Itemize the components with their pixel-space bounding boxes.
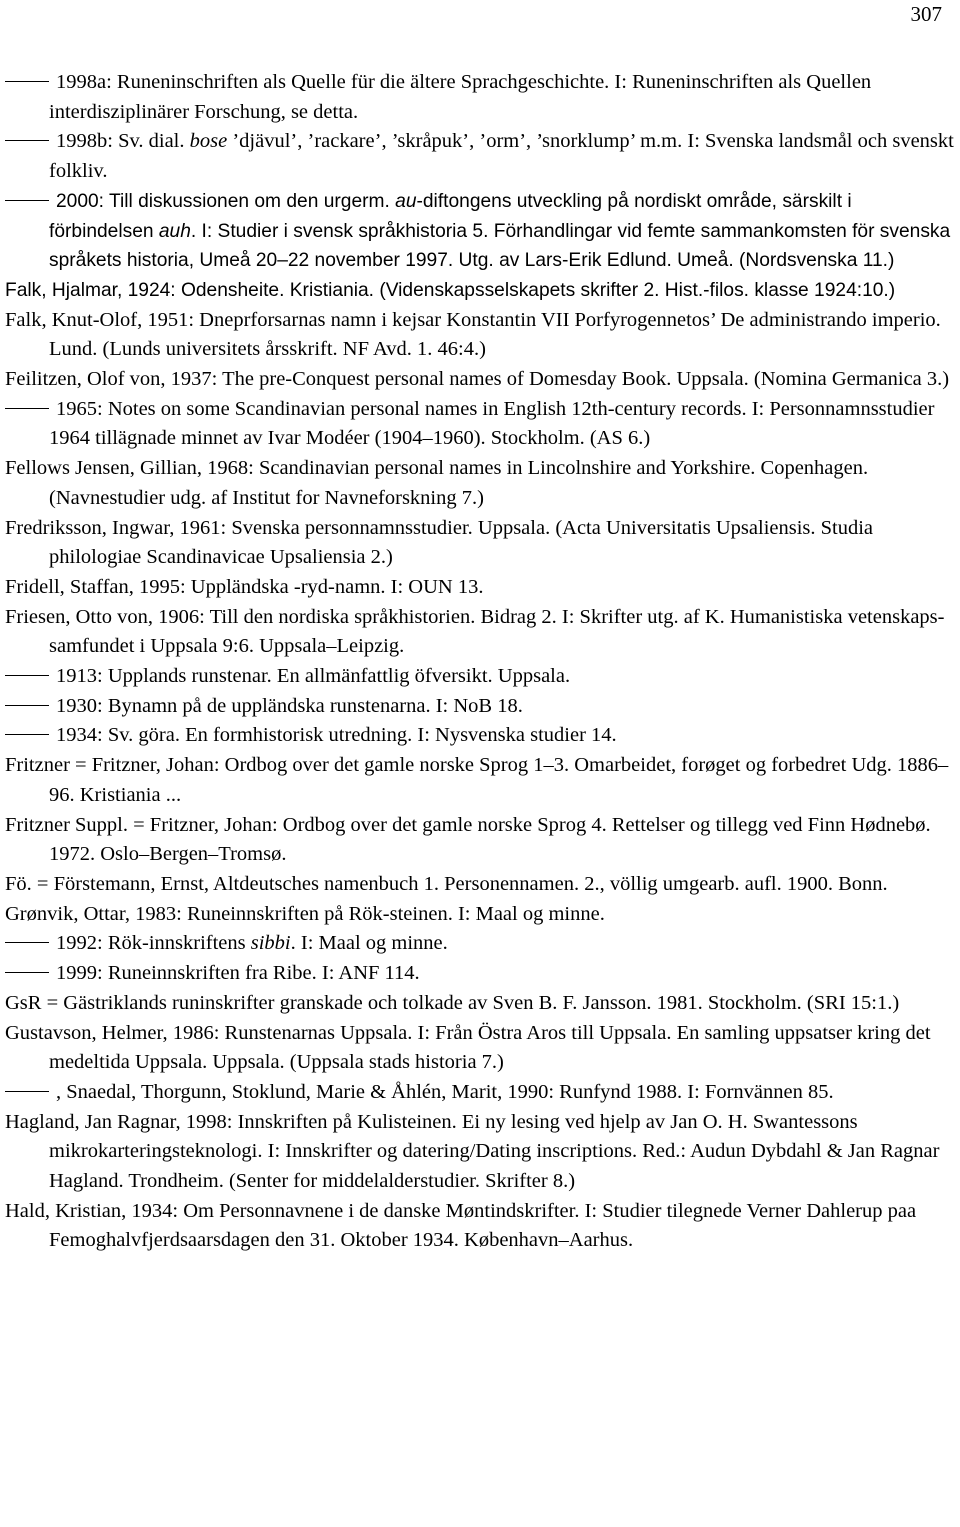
- entry-text: Falk, Hjalmar, 1924: Odensheite. Kristiania. (Videnskapsselskapets skrifter 2. Hist.-filos. klasse 1924:10.): [5, 279, 896, 301]
- entry-text: , Snaedal, Thorgunn, Stoklund, Marie & Åhlén, Marit, 1990: Runfynd 1988. I: Fornvännen 85.: [56, 1080, 834, 1103]
- entry-text: 1934: Sv. göra. En formhistorisk utredning. I: Nysvenska studier 14.: [56, 724, 617, 747]
- ditto-dash: [5, 675, 49, 676]
- bibliography-entry: [5, 68, 955, 127]
- bibliography-entry: [5, 127, 955, 186]
- bibliography-entry: [5, 959, 955, 989]
- entry-text: Fredriksson, Ingwar, 1961: Svenska personnamnsstudier. Uppsala. (Acta Universitatis Upsaliensis. Studia philologiae Scandinavicae Upsaliensia 2.): [5, 516, 874, 569]
- entry-text: GsR = Gästriklands runinskrifter granskade och tolkade av Sven B. F. Jansson. 1981. Stockholm. (SRI 15:1.): [5, 991, 900, 1014]
- entry-text: 1913: Upplands runstenar. En allmänfattlig öfversikt. Uppsala.: [56, 665, 571, 688]
- entry-text: Hagland, Jan Ragnar, 1998: Innskriften på Kulisteinen. Ei ny lesing ved hjelp av Jan O. H. Swantessons mikrokarteringsteknologi. I: Innskrifter og datering/Dating inscriptions. Red.: Audun Dybdahl & Jan Ragnar Hagland. Trondheim. (Senter for middelalderstudier. Skrifter 8.): [5, 1110, 940, 1193]
- ditto-dash: [5, 81, 49, 82]
- entry-text: Fellows Jensen, Gillian, 1968: Scandinavian personal names in Lincolnshire and Yorkshire. Copenhagen. (Navnestudier udg. af Institut for Navneforskning 7.): [5, 457, 869, 509]
- entry-text: 1998a: Runeninschriften als Quelle für die ältere Sprachgeschichte. I: Runeninschriften als Quellen interdisziplinärer Forschung, se detta.: [49, 71, 872, 123]
- entry-text: 1999: Runeinnskriften fra Ribe. I: ANF 114.: [56, 962, 420, 985]
- ditto-dash: [5, 200, 49, 201]
- bibliography-entry: [5, 603, 955, 662]
- entry-text: 1965: Notes on some Scandinavian personal names in English 12th-century records. I: Personnamnsstudier 1964 tillägnade minnet av Ivar Modéer (1904–1960). Stockholm. (AS 6.): [49, 397, 935, 450]
- bibliography-entry: [5, 662, 955, 692]
- ditto-dash: [5, 705, 49, 706]
- bibliography-entry: [5, 306, 955, 365]
- italic-text: auh: [158, 220, 191, 242]
- entry-text: Feilitzen, Olof von, 1937: The pre-Conquest personal names of Domesday Book. Uppsala. (Nomina Germanica 3.): [5, 368, 950, 391]
- bibliography-entry: [5, 395, 955, 454]
- entry-text: 1992: Rök-innskriftens: [56, 932, 251, 955]
- entry-text: Grønvik, Ottar, 1983: Runeinnskriften på Rök-steinen. I: Maal og minne.: [5, 902, 605, 925]
- ditto-dash: [5, 734, 49, 735]
- page-number: 307: [910, 2, 942, 26]
- bibliography-entry: [5, 989, 955, 1019]
- bibliography-list: [5, 68, 955, 1256]
- bibliography-entry: [5, 454, 955, 513]
- entry-text: 2000: Till diskussionen om den urgerm.: [56, 190, 396, 212]
- entry-text: 1998b: Sv. dial.: [56, 130, 190, 153]
- bibliography-entry: [5, 692, 955, 722]
- entry-text: Friesen, Otto von, 1906: Till den nordiska språkhistorien. Bidrag 2. I: Skrifter utg. af K. Humanistiska vetenskaps-samfundet i Uppsala 9:6. Uppsala–Leipzig.: [5, 605, 945, 658]
- bibliography-entry: [5, 1078, 955, 1108]
- ditto-dash: [5, 972, 49, 973]
- bibliography-entry: [5, 573, 955, 603]
- entry-text: 1930: Bynamn på de uppländska runstenarna. I: NoB 18.: [56, 694, 523, 717]
- entry-text: ’djävul’, ’rackare’, ’skråpuk’, ’orm’, ’snorklump’ m.m. I: Svenska landsmål och svenskt folkliv.: [49, 130, 954, 183]
- bibliography-entry: [5, 929, 955, 959]
- ditto-dash: [5, 1091, 49, 1092]
- bibliography-entry: [5, 721, 955, 751]
- bibliography-entry: [5, 751, 955, 810]
- bibliography-entry: [5, 1019, 955, 1078]
- entry-text: Hald, Kristian, 1934: Om Personnavnene i de danske Møntindskrifter. I: Studier tilegnede Verner Dahlerup paa Femoghalvfjerdsaarsdagen den 31. Oktober 1934. København–Aarhus.: [5, 1199, 917, 1252]
- entry-text: Fridell, Staffan, 1995: Uppländska -ryd-namn. I: OUN 13.: [5, 575, 484, 598]
- entry-text: Falk, Knut-Olof, 1951: Dneprforsarnas namn i kejsar Konstantin VII Porfyrogennetos’ De administrando imperio. Lund. (Lunds universitets årsskrift. NF Avd. 1. 46:4.): [5, 308, 941, 361]
- entry-text: . I: Studier i svensk språkhistoria 5. Förhandlingar vid femte sammankomsten för svenska språkets historia, Umeå 20–22 november 1997. Utg. av Lars-Erik Edlund. Umeå. (Nordsvenska 11.): [49, 220, 951, 272]
- entry-text: -diftongens utveckling på nordiskt område, särskilt i förbindelsen: [49, 190, 852, 242]
- entry-text: Fö. = Förstemann, Ernst, Altdeutsches namenbuch 1. Personennamen. 2., völlig umgearb. aufl. 1900. Bonn.: [5, 872, 888, 895]
- bibliography-entry: [5, 1108, 955, 1197]
- entry-text: Fritzner = Fritzner, Johan: Ordbog over det gamle norske Sprog 1–3. Omarbeidet, forøget og forbedret Udg. 1886–96. Kristiania ...: [5, 754, 949, 806]
- bibliography-entry: [5, 1197, 955, 1256]
- bibliography-entry: [5, 514, 955, 573]
- italic-text: sibbi: [250, 932, 291, 955]
- italic-text: au: [395, 190, 417, 212]
- bibliography-entry: [5, 187, 955, 276]
- bibliography-entry: [5, 870, 955, 900]
- bibliography-entry: [5, 365, 955, 395]
- ditto-dash: [5, 140, 49, 141]
- bibliography-entry: [5, 811, 955, 870]
- ditto-dash: [5, 942, 49, 943]
- bibliography-entry: [5, 276, 955, 306]
- entry-text: Gustavson, Helmer, 1986: Runstenarnas Uppsala. I: Från Östra Aros till Uppsala. En samling uppsatser kring det medeltida Uppsala. Uppsala. (Uppsala stads historia 7.): [5, 1021, 931, 1074]
- entry-text: . I: Maal og minne.: [290, 932, 448, 955]
- entry-text: Fritzner Suppl. = Fritzner, Johan: Ordbog over det gamle norske Sprog 4. Rettelser og tillegg ved Finn Hødnebø. 1972. Oslo–Bergen–Tromsø.: [5, 813, 931, 866]
- ditto-dash: [5, 408, 49, 409]
- italic-text: bose: [189, 130, 228, 153]
- bibliography-entry: [5, 900, 955, 930]
